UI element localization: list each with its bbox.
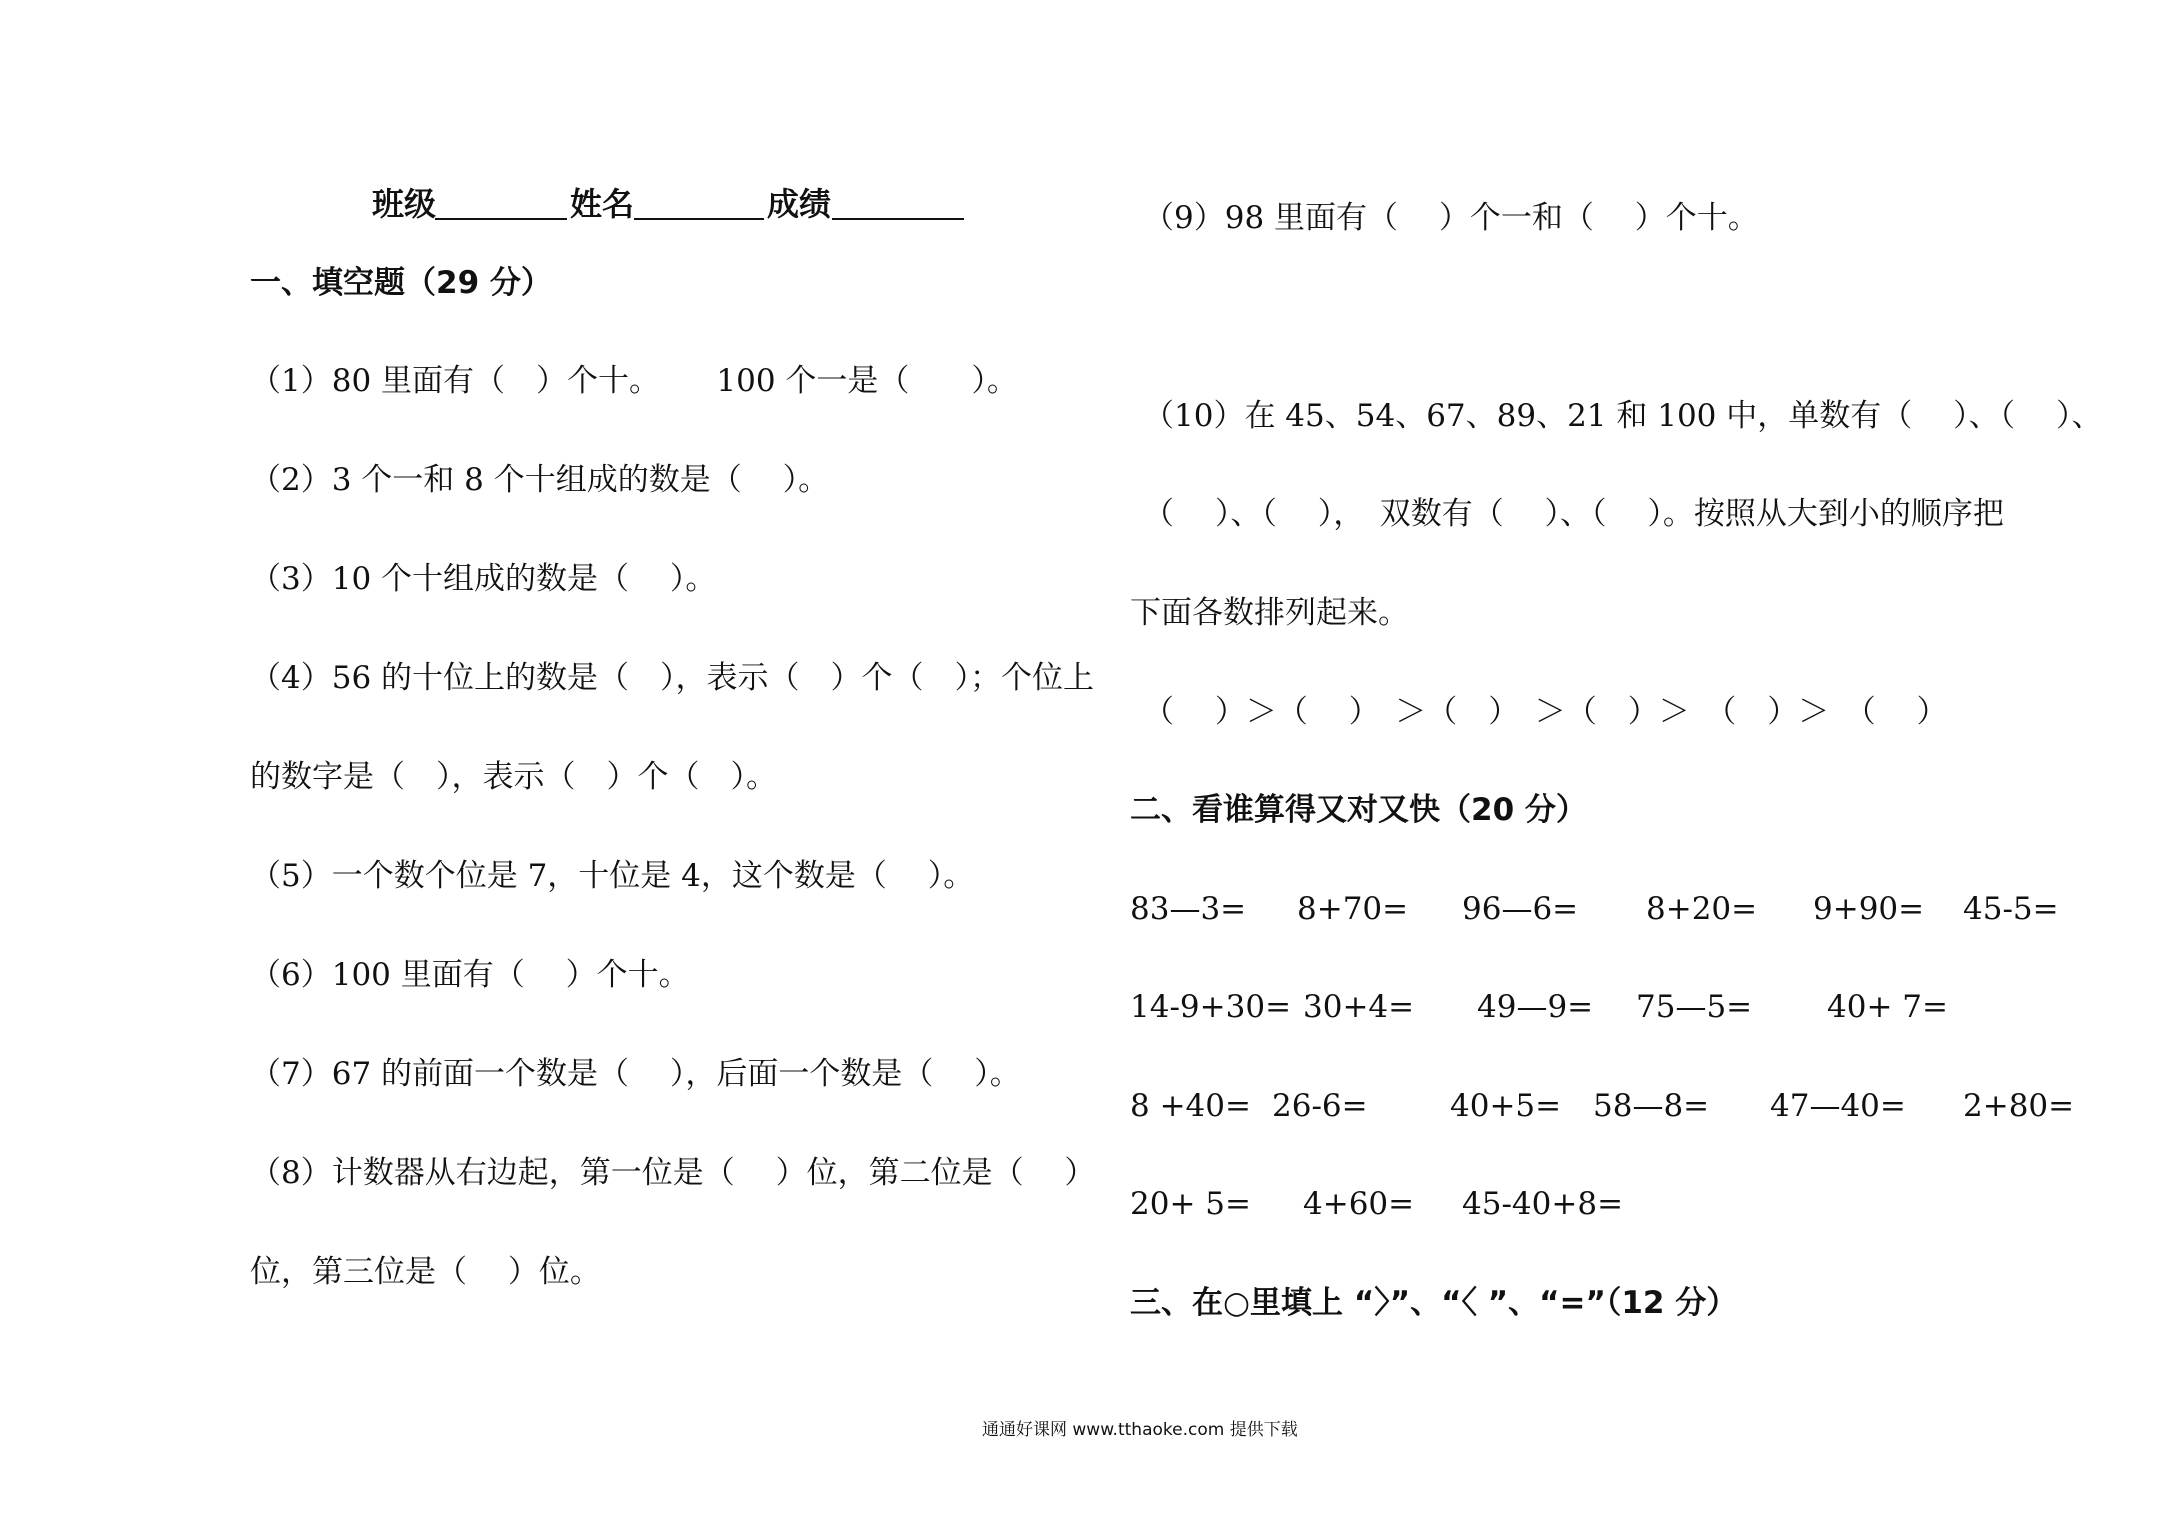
calc-item: 83—3=: [1130, 891, 1247, 927]
calc-item: 58—8=: [1593, 1088, 1710, 1124]
calc-item: 49—9=: [1477, 989, 1594, 1025]
score-blank[interactable]: [832, 218, 964, 220]
name-label: 姓名: [570, 185, 635, 223]
question-10-line1: （10）在 45、54、67、89、21 和 100 中，单数有（ ）、（ ）、: [1143, 398, 2103, 434]
calc-item: 75—5=: [1636, 989, 1753, 1025]
calc-item: 40+5=: [1450, 1088, 1562, 1124]
calc-item: 8+70=: [1297, 891, 1409, 927]
section1-title: 一、填空题（29 分）: [250, 265, 552, 301]
question-3: （3）10 个十组成的数是（ ）。: [250, 561, 717, 597]
calc-item: 40+ 7=: [1827, 989, 1948, 1025]
section2-title: 二、看谁算得又对又快（20 分）: [1130, 792, 1587, 828]
name-blank[interactable]: [634, 218, 764, 220]
calc-item: 26-6=: [1272, 1088, 1368, 1124]
question-6: （6）100 里面有（ ）个十。: [250, 957, 690, 993]
calc-item: 4+60=: [1303, 1186, 1415, 1222]
question-2: （2）3 个一和 8 个十组成的数是（ ）。: [250, 462, 830, 498]
calc-item: 14-9+30=: [1130, 989, 1292, 1025]
calc-item: 9+90=: [1813, 891, 1925, 927]
calc-item: 47—40=: [1770, 1088, 1906, 1124]
footer-credit: 通通好课网 www.tthaoke.com 提供下载: [982, 1420, 1298, 1440]
question-4-line1: （4）56 的十位上的数是（ ），表示（ ）个（ ）；个位上: [250, 660, 1095, 696]
question-5: （5）一个数个位是 7，十位是 4，这个数是（ ）。: [250, 858, 975, 894]
question-10-line2: （ ）、（ ）， 双数有（ ）、（ ）。按照从大到小的顺序把: [1143, 496, 2004, 532]
calc-item: 8+20=: [1646, 891, 1758, 927]
calc-item: 2+80=: [1963, 1088, 2075, 1124]
question-4-line2: 的数字是（ ），表示（ ）个（ ）。: [250, 759, 777, 795]
calc-item: 96—6=: [1462, 891, 1579, 927]
calc-item: 8 +40=: [1130, 1088, 1251, 1124]
question-9: （9）98 里面有（ ）个一和（ ）个十。: [1143, 200, 1759, 236]
question-1: （1）80 里面有（ ）个十。 100 个一是（ ）。: [250, 363, 1018, 399]
question-10-line3: 下面各数排列起来。: [1130, 595, 1409, 631]
class-blank[interactable]: [435, 218, 567, 220]
question-7: （7）67 的前面一个数是（ ），后面一个数是（ ）。: [250, 1056, 1021, 1092]
question-8-line1: （8）计数器从右边起，第一位是（ ）位，第二位是（ ）: [250, 1155, 1096, 1191]
question-8-line2: 位，第三位是（ ）位。: [250, 1254, 601, 1290]
class-label: 班级: [372, 185, 437, 223]
calc-item: 45-40+8=: [1462, 1186, 1624, 1222]
question-10-ordering: （ ）＞（ ） ＞（ ） ＞（ ）＞ （ ）＞ （ ）: [1143, 694, 1948, 730]
calc-item: 45-5=: [1963, 891, 2059, 927]
calc-item: 30+4=: [1303, 989, 1415, 1025]
score-label: 成绩: [767, 185, 832, 223]
calc-item: 20+ 5=: [1130, 1186, 1251, 1222]
section3-title: 三、在○里填上 “〉”、“〈 ”、“=”（12 分）: [1130, 1285, 1738, 1321]
